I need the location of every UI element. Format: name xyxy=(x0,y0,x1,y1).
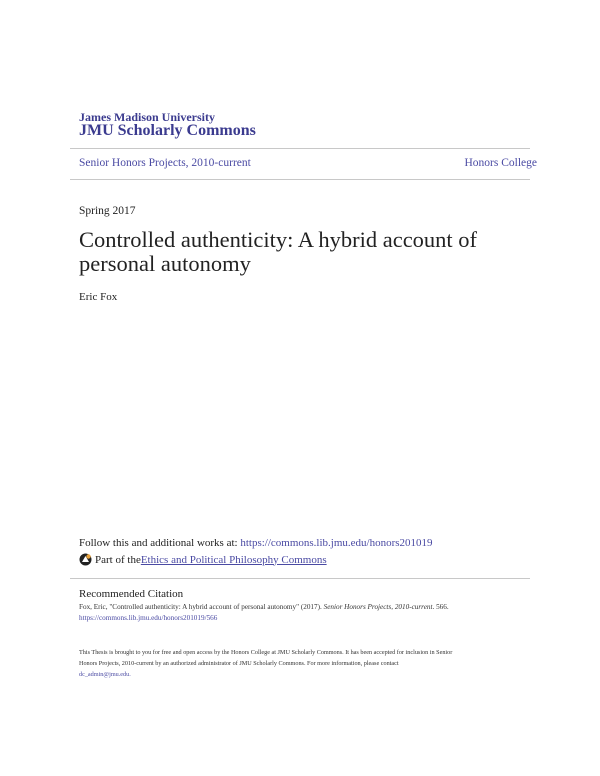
citation-series: Senior Honors Projects, 2010-current xyxy=(323,603,433,611)
citation-number: . 566. xyxy=(432,603,449,611)
follow-url-link[interactable]: https://commons.lib.jmu.edu/honors201019 xyxy=(240,537,433,549)
follow-line xyxy=(79,537,433,549)
divider-bottom xyxy=(70,578,530,579)
bepress-logo-icon xyxy=(79,553,92,566)
follow-label: Follow this and additional works at: xyxy=(79,537,241,549)
notice-line-2: Honors Projects, 2010-current by an authorized administrator of JMU Scholarly Commons. For more information, please contact xyxy=(79,660,399,667)
citation-body: Fox, Eric, "Controlled authenticity: A hybrid account of personal autonomy" (2017). xyxy=(79,603,324,611)
college-link[interactable]: Honors College xyxy=(464,157,537,169)
publication-date: Spring 2017 xyxy=(79,205,136,217)
divider-top xyxy=(70,148,530,149)
document-title: Controlled authenticity: A hybrid account of personal autonomy xyxy=(79,227,478,276)
discipline-link[interactable]: Ethics and Political Philosophy Commons xyxy=(140,553,327,566)
university-name: James Madison University xyxy=(79,110,215,124)
citation-text xyxy=(79,603,449,611)
citation-url-link[interactable]: https://commons.lib.jmu.edu/honors201019/566 xyxy=(79,614,218,622)
author-name: Eric Fox xyxy=(79,291,118,303)
part-of-label: Part of the xyxy=(95,553,141,566)
notice-line-1: This Thesis is brought to you for free and open access by the Honors College at JMU Scholarly Commons. It has been accepted for inclusion in Senior xyxy=(79,649,453,656)
contact-email-link[interactable]: dc_admin@jmu.edu. xyxy=(79,671,131,678)
repository-name[interactable]: JMU Scholarly Commons xyxy=(79,122,256,139)
citation-heading: Recommended Citation xyxy=(79,588,184,600)
part-of-line xyxy=(79,553,327,566)
divider-middle xyxy=(70,179,530,180)
series-link[interactable]: Senior Honors Projects, 2010-current xyxy=(79,157,251,169)
